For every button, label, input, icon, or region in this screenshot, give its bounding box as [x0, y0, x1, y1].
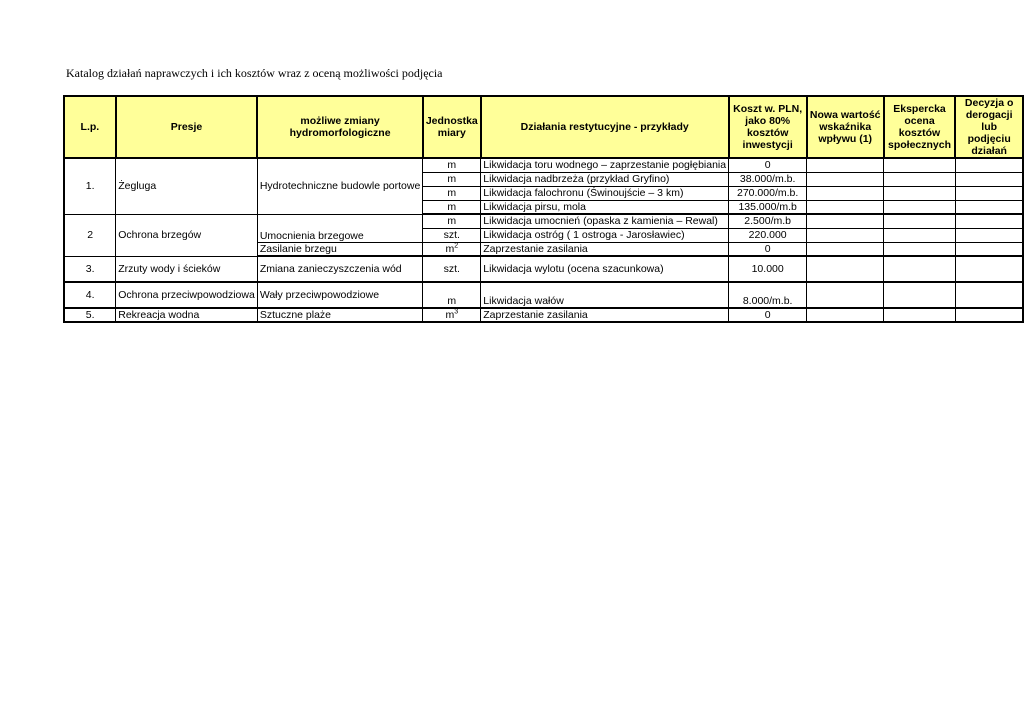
decyzja-cell — [955, 186, 1023, 200]
header-presje: Presje — [116, 96, 258, 158]
cost-cell: 135.000/m.b — [729, 200, 807, 214]
ocena-cell — [884, 214, 956, 228]
action-cell: Likwidacja falochronu (Świnoujście – 3 km) — [481, 186, 729, 200]
lp-cell: 4. — [64, 282, 116, 308]
unit-cell: szt. — [423, 256, 481, 282]
action-cell: Likwidacja toru wodnego – zaprzestanie pogłębiania — [481, 158, 729, 172]
action-cell: Likwidacja pirsu, mola — [481, 200, 729, 214]
wskaznik-cell — [807, 172, 884, 186]
unit-cell: m — [423, 158, 481, 172]
header-koszt: Koszt w. PLN, jako 80% kosztów inwestycji — [729, 96, 807, 158]
cost-cell: 0 — [729, 158, 807, 172]
decyzja-cell — [955, 200, 1023, 214]
decyzja-cell — [955, 172, 1023, 186]
action-cell: Likwidacja nadbrzeża (przykład Gryfino) — [481, 172, 729, 186]
ocena-cell — [884, 186, 956, 200]
table-row — [64, 308, 1023, 322]
wskaznik-cell — [807, 308, 884, 322]
presja-cell: Zrzuty wody i ścieków — [116, 256, 258, 282]
wskaznik-cell — [807, 228, 884, 242]
decyzja-cell — [955, 242, 1023, 256]
unit-cell: m — [423, 214, 481, 228]
wskaznik-cell — [807, 214, 884, 228]
header-row — [64, 96, 1023, 158]
document-title: Katalog działań naprawczych i ich kosztów wraz z oceną możliwości podjęcia — [66, 66, 443, 80]
presja-cell: Ochrona brzegów — [116, 214, 258, 256]
ocena-cell — [884, 172, 956, 186]
zmiana-cell: Zasilanie brzegu — [257, 242, 423, 256]
decyzja-cell — [955, 158, 1023, 172]
unit-text: m — [445, 242, 455, 255]
header-jednostka: Jednostka miary — [423, 96, 481, 158]
presja-cell: Żegluga — [116, 158, 258, 214]
ocena-cell — [884, 200, 956, 214]
table-row — [64, 282, 1023, 308]
header-decyzja: Decyzja o derogacji lub podjęciu działań — [955, 96, 1023, 158]
cost-cell: 8.000/m.b. — [729, 282, 807, 308]
action-cell: Zaprzestanie zasilania — [481, 242, 729, 256]
unit-text: m — [445, 309, 455, 321]
table-row — [64, 158, 1023, 172]
unit-cell: m — [423, 186, 481, 200]
cost-cell: 10.000 — [729, 256, 807, 282]
wskaznik-cell — [807, 282, 884, 308]
wskaznik-cell — [807, 242, 884, 256]
cost-cell: 0 — [729, 308, 807, 322]
unit-cell — [423, 308, 481, 322]
cost-cell: 0 — [729, 242, 807, 256]
ocena-cell — [884, 158, 956, 172]
presja-cell: Rekreacja wodna — [116, 308, 258, 322]
action-cell: Likwidacja ostróg ( 1 ostroga - Jarosławiec) — [481, 228, 729, 242]
unit-cell: m — [423, 172, 481, 186]
header-wskaznik: Nowa wartość wskaźnika wpływu (1) — [807, 96, 884, 158]
ocena-cell — [884, 242, 956, 256]
decyzja-cell — [955, 256, 1023, 282]
cost-cell: 38.000/m.b. — [729, 172, 807, 186]
lp-cell: 5. — [64, 308, 116, 322]
wskaznik-cell — [807, 186, 884, 200]
catalog-table — [63, 95, 1024, 323]
action-cell: Likwidacja wylotu (ocena szacunkowa) — [481, 256, 729, 282]
table-row — [64, 214, 1023, 228]
header-ocena: Ekspercka ocena kosztów społecznych — [884, 96, 956, 158]
zmiana-cell: Umocnienia brzegowe — [257, 214, 423, 242]
decyzja-cell — [955, 282, 1023, 308]
action-cell: Likwidacja wałów — [481, 282, 729, 308]
unit-cell — [423, 242, 481, 256]
unit-cell: m — [423, 282, 481, 308]
unit-superscript: 3 — [454, 308, 459, 316]
decyzja-cell — [955, 228, 1023, 242]
presja-cell: Ochrona przeciwpowodziowa — [116, 282, 258, 308]
ocena-cell — [884, 308, 956, 322]
action-cell: Likwidacja umocnień (opaska z kamienia – Rewal) — [481, 214, 729, 228]
zmiana-cell: Sztuczne plaże — [257, 308, 423, 322]
header-zmiany: możliwe zmiany hydromorfologiczne — [257, 96, 423, 158]
ocena-cell — [884, 228, 956, 242]
unit-cell: m — [423, 200, 481, 214]
lp-cell: 3. — [64, 256, 116, 282]
wskaznik-cell — [807, 256, 884, 282]
zmiana-cell: Zmiana zanieczyszczenia wód — [257, 256, 423, 282]
header-lp: L.p. — [64, 96, 116, 158]
ocena-cell — [884, 282, 956, 308]
wskaznik-cell — [807, 200, 884, 214]
ocena-cell — [884, 256, 956, 282]
cost-cell: 2.500/m.b — [729, 214, 807, 228]
zmiana-cell: Hydrotechniczne budowle portowe — [257, 158, 423, 214]
action-cell: Zaprzestanie zasilania — [481, 308, 729, 322]
unit-cell: szt. — [423, 228, 481, 242]
cost-cell: 270.000/m.b. — [729, 186, 807, 200]
zmiana-cell: Wały przeciwpowodziowe — [257, 282, 423, 308]
wskaznik-cell — [807, 158, 884, 172]
decyzja-cell — [955, 308, 1023, 322]
cost-cell: 220.000 — [729, 228, 807, 242]
header-dzialania: Działania restytucyjne - przykłady — [481, 96, 729, 158]
table-row — [64, 256, 1023, 282]
lp-cell: 1. — [64, 158, 116, 214]
unit-superscript: 2 — [454, 242, 459, 250]
lp-cell: 2 — [64, 214, 116, 256]
decyzja-cell — [955, 214, 1023, 228]
